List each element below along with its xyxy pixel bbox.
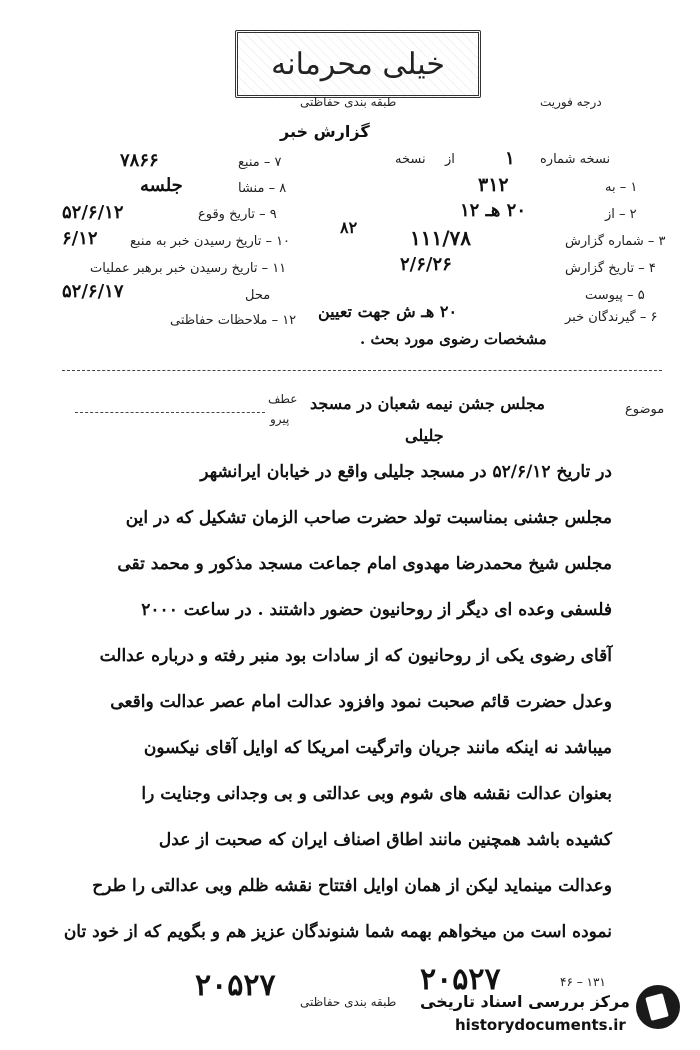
report-number-label: ۳ – شماره گزارش — [565, 234, 666, 249]
to-label: ۱ – به — [605, 180, 638, 195]
body-line: میباشد نه اینکه مانند جریان واترگیت امریکا که اوایل آقای نیکسون — [143, 738, 612, 758]
subject-text-2: جلیلی — [405, 426, 444, 445]
body-line: کشیده باشد همچنین مانند اطاق اصناف ایران که صحبت از عدل — [158, 830, 612, 850]
received-ops-label: ۱۱ – تاریخ رسیدن خبر برهبر عملیات — [90, 261, 287, 276]
separator-line — [62, 370, 662, 371]
subject-label: موضوع — [625, 402, 665, 417]
body-line: بعنوان عدالت نقشه های شوم وبی عدالتی و بی وجدانی وجنایت را — [141, 784, 612, 804]
copy-number-value: ۱ — [505, 148, 515, 169]
recipients-value: ۲۰ هـ ش جهت تعیین — [318, 302, 458, 321]
copy-suffix-label: نسخه — [395, 152, 426, 167]
attachment-label: ۵ – پیوست — [585, 288, 645, 303]
received-source-value: ۶/۱۲ — [62, 228, 98, 249]
handwritten-number-right: ۲۰۵۲۷ — [420, 962, 501, 997]
handwritten-number-left: ۲۰۵۲۷ — [195, 968, 276, 1003]
body-line: در تاریخ ۵۲/۶/۱۲ در مسجد جلیلی واقع در خیابان ایرانشهر — [200, 462, 612, 482]
source-value: ۷۸۶۶ — [120, 150, 159, 171]
watermark-url: historydocuments.ir — [455, 1016, 626, 1034]
marginal-number: ۸۲ — [340, 218, 358, 237]
origin-label: ۸ – منشا — [238, 181, 287, 196]
event-date-value: ۵۲/۶/۱۲ — [62, 202, 124, 223]
body-line: مجلس جشنی بمناسبت تولد حضرت صاحب الزمان تشکیل که در این — [125, 508, 612, 528]
subject-text: مجلس جشن نیمه شعبان در مسجد — [310, 394, 545, 413]
watermark-title: مرکز بررسی اسناد تاریخی — [420, 992, 630, 1011]
report-title: گزارش خبر — [280, 122, 370, 141]
report-date-label: ۴ – تاریخ گزارش — [565, 261, 656, 276]
subject-underline — [75, 412, 265, 413]
urgency-label: درجه فوریت — [540, 95, 602, 109]
received-source-label: ۱۰ – تاریخ رسیدن خبر به منبع — [130, 234, 291, 249]
recipients-value-2: مشخصات رضوی مورد بحث . — [360, 330, 547, 348]
page-reference: ۱۳۱ – ۴۶ — [560, 975, 606, 989]
body-line: فلسفی وعده ای دیگر از روحانیون حضور داشتند . در ساعت ۲۰۰۰ — [141, 600, 612, 620]
recipients-label: ۶ – گیرندگان خبر — [565, 310, 658, 325]
body-line: آقای رضوی یکی از روحانیون که از سادات بود منبر رفته و درباره عدالت — [99, 646, 612, 666]
from-value: ۲۰ هـ ۱۲ — [460, 200, 526, 221]
event-date-label: ۹ – تاریخ وقوع — [198, 207, 277, 222]
place-label: محل — [245, 288, 271, 303]
body-line: مجلس شیخ محمدرضا مهدوی امام جماعت مسجد مذکور و محمد تقی — [117, 554, 612, 574]
report-number-value: ۱۱۱/۷۸ — [410, 226, 472, 250]
body-line: وعدل حضرت قائم صحبت نمود وافزود عدالت امام عصر عدالت واقعی — [110, 692, 612, 712]
from-label: ۲ – از — [605, 207, 637, 222]
to-value: ۳۱۲ — [478, 174, 509, 196]
origin-value: جلسه — [140, 175, 183, 196]
classification-stamp: خیلی محرمانه — [235, 30, 481, 98]
place-value: ۵۲/۶/۱۷ — [62, 281, 124, 302]
footer-classification-label: طبقه بندی حفاظتی — [300, 995, 397, 1009]
body-line: نموده است من میخواهم بهمه شما شنوندگان عزیز هم و بگویم که از خود تان — [63, 922, 612, 942]
copy-of-label: از — [445, 152, 455, 167]
notes-label: ۱۲ – ملاحظات حفاظتی — [170, 313, 297, 328]
source-label: ۷ – منبع — [238, 155, 282, 170]
body-line: وعدالت مینماید لیکن از همان اوایل افتتاح نقشه ظلم وبی عدالتی را طرح — [92, 876, 612, 896]
peyro-label: پیرو — [270, 412, 290, 426]
classification-label: طبقه بندی حفاظتی — [300, 95, 397, 109]
atf-label: عطف — [268, 392, 298, 406]
copy-number-label: نسخه شماره — [540, 152, 611, 167]
report-date-value: ۲/۶/۲۶ — [400, 254, 452, 275]
